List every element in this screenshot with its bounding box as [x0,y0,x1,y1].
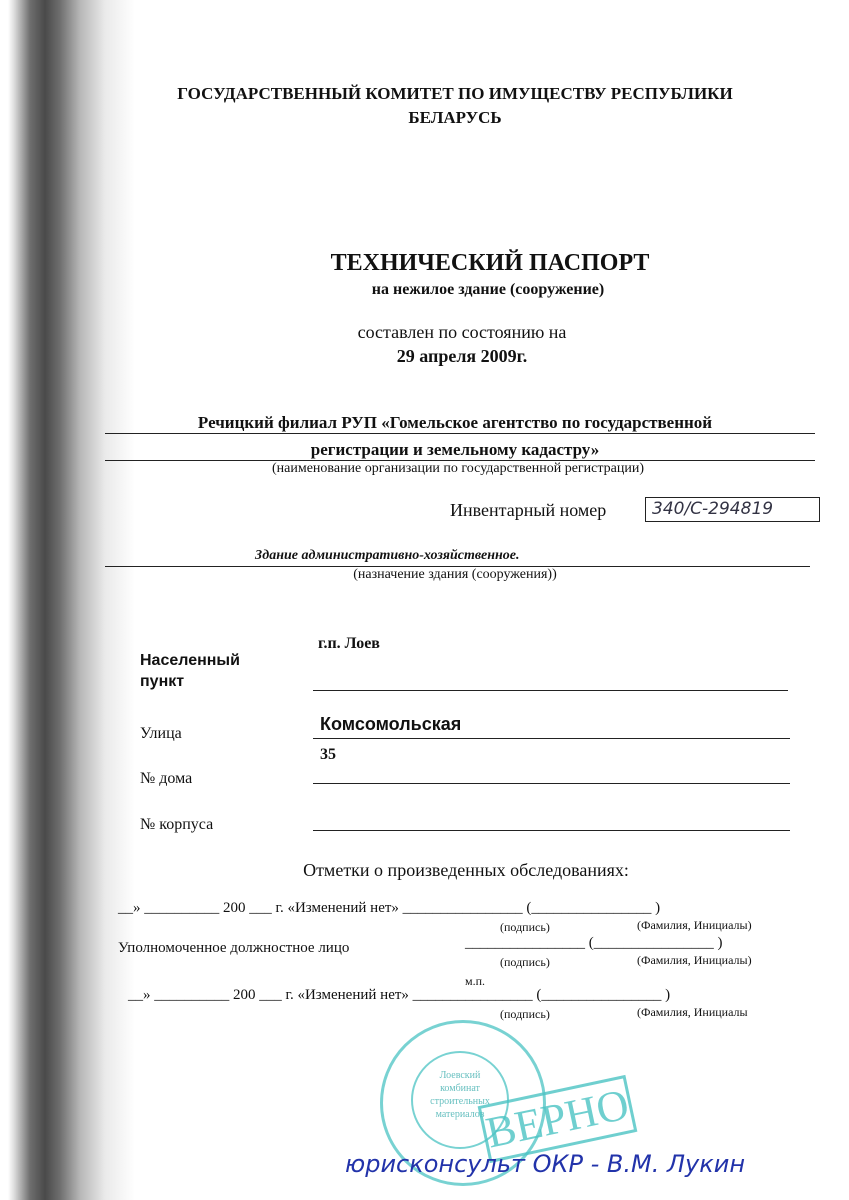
org-caption: (наименование организации по государственной регистрации) [272,461,644,476]
seal-center: Лоевский комбинат строительных материалов [411,1051,509,1149]
street-label: Улица [140,725,182,742]
street-value: Комсомольская [320,714,462,734]
house-underline [313,783,790,784]
verno-stamp: ВЕРНО [478,1075,638,1163]
building-number-label: № корпуса [140,816,214,833]
org-line2: регистрации и земельному кадастру» [310,440,600,459]
inspections-title: Отметки о произведенных обследованиях: [303,860,629,880]
inspection-row-3: __» __________ 200 ___ г. «Изменений нет» ________________ (________________ ) [128,987,671,1003]
inventory-number: 340/С-294819 [652,499,774,519]
name-caption-1: (Фамилия, Инициалы) [637,918,752,932]
settlement-label-1: Населенный [140,652,240,669]
state-label: составлен по состоянию на [357,322,567,342]
header-line2: БЕЛАРУСЬ [408,108,502,127]
official-label: Уполномоченное должностное лицо [118,940,350,956]
name-caption-3: (Фамилия, Инициалы [637,1005,748,1019]
house-label: № дома [140,770,193,787]
handwritten-signature: юрисконсульт ОКР - В.М. Лукин [345,1150,746,1178]
signature-caption-2: (подпись) [500,955,550,969]
state-date: 29 апреля 2009г. [396,346,528,366]
name-caption-2: (Фамилия, Инициалы) [637,953,752,967]
org-line1: Речицкий филиал РУП «Гомельское агентство по государственной [197,413,713,432]
header-line1: ГОСУДАРСТВЕННЫЙ КОМИТЕТ ПО ИМУЩЕСТВУ РЕСПУБЛИКИ [177,84,733,103]
purpose-caption: (назначение здания (сооружения)) [353,567,557,582]
building-purpose: Здание административно-хозяйственное. [255,548,520,563]
settlement-value: г.п. Лоев [318,635,380,652]
inspection-row-2: ________________ (________________ ) [465,935,723,951]
signature-caption-3: (подпись) [500,1007,550,1021]
signature-caption-1: (подпись) [500,920,550,934]
house-value: 35 [320,746,336,763]
doc-subtitle: на нежилое здание (сооружение) [371,281,605,298]
settlement-label-2: пункт [140,673,185,690]
settlement-underline [313,690,788,691]
seal-place: м.п. [465,974,486,988]
building-number-underline [313,830,790,831]
scan-shadow [0,0,140,1200]
doc-title: ТЕХНИЧЕСКИЙ ПАСПОРТ [330,250,650,276]
inspection-row-1: __» __________ 200 ___ г. «Изменений нет» ________________ (________________ ) [118,900,661,916]
street-underline [313,738,790,739]
inventory-box [645,497,820,522]
org-underline1 [105,433,815,434]
inventory-label: Инвентарный номер [450,500,607,520]
